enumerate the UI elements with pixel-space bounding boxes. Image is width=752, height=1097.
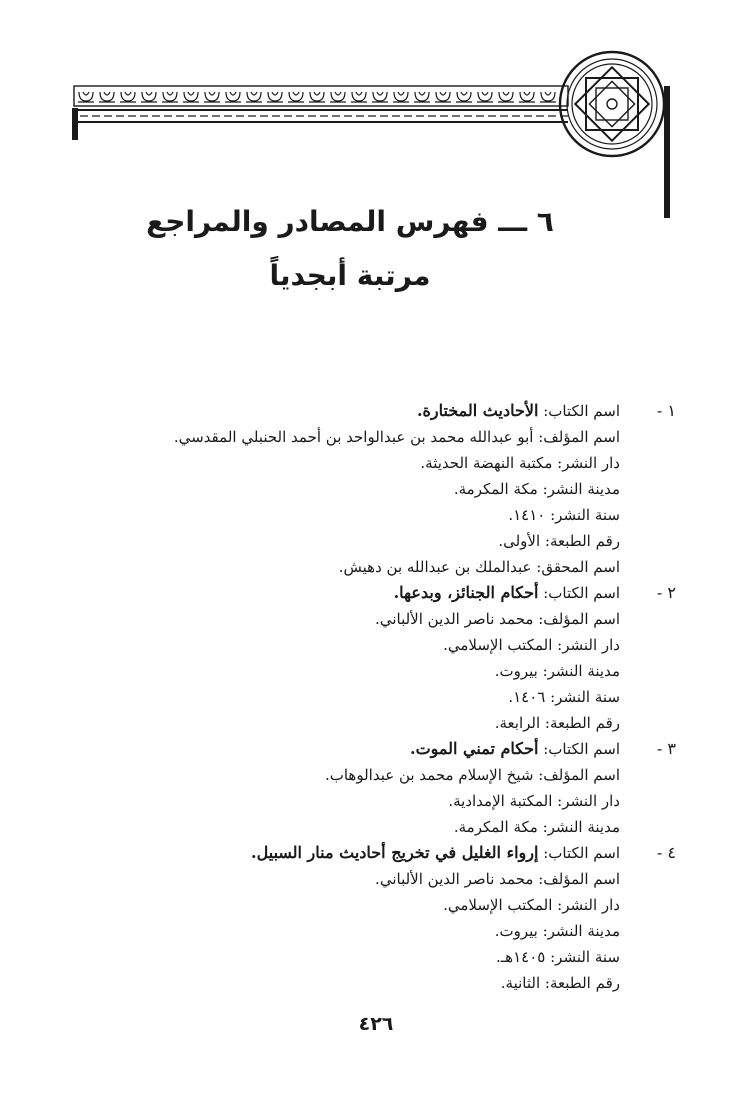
entry-field: [495, 918, 620, 944]
field-label: اسم المؤلف:: [538, 766, 620, 784]
field-label: سنة النشر:: [550, 948, 620, 966]
field-label: اسم الكتاب:: [543, 844, 620, 862]
field-label: دار النشر:: [557, 636, 620, 654]
field-label: سنة النشر:: [550, 688, 620, 706]
field-label: رقم الطبعة:: [544, 974, 620, 992]
field-value: مكة المكرمة.: [453, 818, 538, 836]
field-value: الرابعة.: [494, 714, 541, 732]
field-value: أبو عبدالله محمد بن عبدالواحد بن أحمد الحنبلي المقدسي.: [173, 428, 534, 446]
field-label: اسم المؤلف:: [538, 870, 620, 888]
field-label: مدينة النشر:: [542, 922, 620, 940]
page-number: ٤٢٦: [358, 1013, 394, 1035]
field-value: المكتب الإسلامي.: [443, 896, 553, 914]
page-subtitle: مرتبة أبجدياً: [269, 259, 431, 292]
field-value: مكة المكرمة.: [453, 480, 538, 498]
field-value: الأولى.: [498, 532, 541, 550]
entry-field: [496, 944, 620, 970]
entry-field: [495, 710, 620, 736]
field-value: المكتبة الإمدادية.: [448, 792, 553, 810]
field-value: مكتبة النهضة الحديثة.: [420, 454, 553, 472]
field-label: رقم الطبعة:: [544, 532, 620, 550]
entry-field: [375, 606, 620, 632]
book-title: الأحاديث المختارة.: [416, 401, 539, 420]
entry-field: [454, 814, 620, 840]
field-label: دار النشر:: [557, 454, 620, 472]
entry-field: [508, 684, 620, 710]
book-title: إرواء الغليل في تخريج أحاديث منار السبيل.: [251, 843, 539, 862]
entry-field: [495, 658, 620, 684]
field-value: عبدالملك بن عبدالله بن دهيش.: [338, 558, 532, 576]
field-value: محمد ناصر الدين الألباني.: [375, 610, 534, 628]
entry-number: ٢ -: [656, 583, 676, 602]
field-value: بيروت.: [494, 922, 538, 940]
entry-field: [498, 528, 620, 554]
field-label: اسم الكتاب:: [543, 402, 620, 420]
entry-number: ٣ -: [656, 739, 676, 758]
field-value: المكتب الإسلامي.: [443, 636, 553, 654]
field-value: ١٤٠٦.: [508, 688, 546, 706]
entry-field: [394, 580, 620, 606]
field-label: اسم الكتاب:: [543, 740, 620, 758]
entry-field: [375, 866, 620, 892]
field-label: اسم المؤلف:: [538, 428, 620, 446]
book-title: أحكام الجنائز، وبدعها.: [393, 583, 539, 602]
entry-field: [417, 398, 620, 424]
field-label: دار النشر:: [557, 792, 620, 810]
field-label: دار النشر:: [557, 896, 620, 914]
field-label: اسم الكتاب:: [543, 584, 620, 602]
entry-number: ١ -: [656, 401, 676, 420]
book-title: أحكام تمني الموت.: [410, 739, 539, 758]
field-label: مدينة النشر:: [542, 480, 620, 498]
entry-field: [251, 840, 620, 866]
entry-field: [420, 450, 620, 476]
field-label: مدينة النشر:: [542, 818, 620, 836]
field-value: محمد ناصر الدين الألباني.: [375, 870, 534, 888]
field-label: مدينة النشر:: [542, 662, 620, 680]
field-value: ١٤١٠.: [508, 506, 546, 524]
entry-field: [339, 554, 620, 580]
entry-field: [410, 736, 620, 762]
field-value: ١٤٠٥هـ.: [496, 948, 546, 966]
field-value: شيخ الإسلام محمد بن عبدالوهاب.: [324, 766, 534, 784]
entry-number: ٤ -: [656, 843, 676, 862]
field-label: رقم الطبعة:: [544, 714, 620, 732]
entry-field: [448, 788, 620, 814]
entry-field: [508, 502, 620, 528]
entry-field: [501, 970, 620, 996]
field-label: اسم المحقق:: [536, 558, 620, 576]
field-label: سنة النشر:: [550, 506, 620, 524]
entry-field: [174, 424, 620, 450]
field-value: بيروت.: [494, 662, 538, 680]
entry-field: [443, 892, 620, 918]
field-label: اسم المؤلف:: [538, 610, 620, 628]
field-value: الثانية.: [500, 974, 541, 992]
entry-field: [454, 476, 620, 502]
entry-field: [325, 762, 620, 788]
page-title: ٦ ـــ فهرس المصادر والمراجع: [146, 205, 554, 238]
entry-field: [443, 632, 620, 658]
